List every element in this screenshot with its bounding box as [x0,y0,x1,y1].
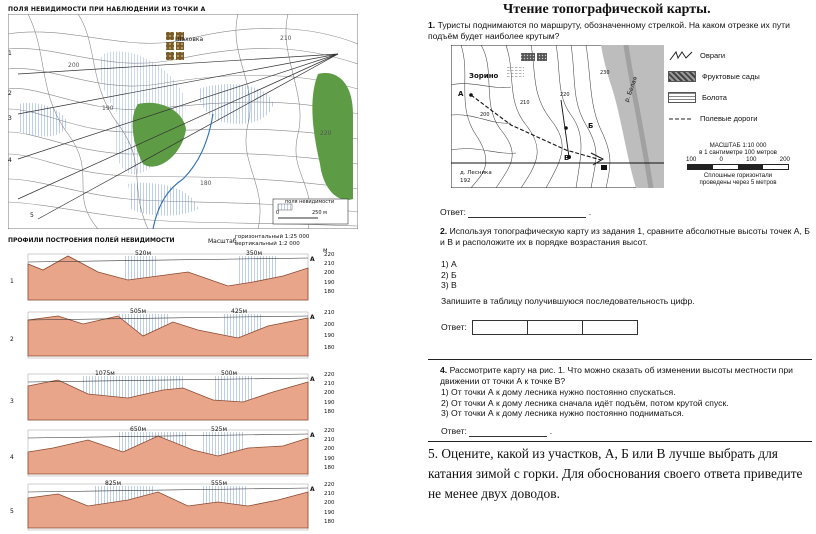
profile-tick-label: 200 [324,270,335,277]
visibility-topo-map [8,14,358,229]
terrain-profile [8,252,338,304]
route-map-scale: МАСШТАБ 1:10 000 в 1 сантиметре 100 метров 100 0 100 200 Сплошные горизонтали проведены через 5 метров [686,142,790,186]
profile-distance: 425м [231,308,247,315]
profile-tick-label: 190 [324,509,335,516]
profile-distance: 505м [130,308,146,315]
q2-options [441,259,457,291]
height-label: 192 [460,178,471,184]
q4-answer: Ответ: . [441,426,553,436]
profile-tick-label: 190 [324,455,335,462]
question-1-text: Туристы поднимаются по маршруту, обозначенному стрелкой. На каком отрезке их пути подъём будет наиболее крутым? [428,20,790,41]
profile-tick-label: 210 [324,437,335,444]
q2-instruction: Запишите в таблицу получившуюся последовательность цифр. [441,296,695,306]
divider [428,441,812,442]
question-5: 5. Оцените, какой из участков, А, Б или В лучше выбрать для катания зимой с горки. Для обоснования своего ответа приведите не менее двух доводов. [428,446,803,501]
profile-number: 1 [10,278,14,285]
contour-label: 190 [102,105,114,112]
profiles-axis-unit: м [323,247,328,254]
legend-item-roads: Полевые дороги [668,111,808,126]
profile-tick-label: 220 [324,428,335,434]
swamp-icon [668,92,696,103]
profile-number: 4 [10,454,14,461]
profile-number: 2 [10,336,14,343]
profile-distance: 1075м [95,370,115,377]
route-contour-label: 200 [480,112,490,118]
map-scale-end: 250 м [312,210,327,216]
profile-tick-label: 210 [324,261,335,268]
route-contour-label: 220 [560,92,570,98]
profile-distance: 555м [211,480,227,487]
q4-option: 1) От точки А к дому лесника нужно постоянно спускаться. [441,387,676,397]
profile-point-a: A [310,256,315,263]
profile-tick-label: 200 [324,390,335,397]
q2-answer-cell[interactable] [473,321,528,334]
row-number: 1 [8,50,12,57]
profile-number: 5 [10,508,14,515]
row-number: 5 [30,212,34,219]
page-title: Чтение топографической карты. [503,2,711,17]
question-1 [428,20,803,42]
profile-tick-label: 200 [324,321,335,328]
profile-tick-label: 190 [324,399,335,406]
route-contour-label: 230 [600,70,610,76]
q2-answer-label: Ответ: [441,322,467,332]
q4-answer-field[interactable] [469,436,547,437]
profile-point-a: A [310,432,315,439]
question-2: 2. Используя топографическую карту из задания 1, сравните абсолютные высоты точек А, Б и В и расположите их в порядке возрастания высот. [440,226,810,247]
legend-item-ravines: Овраги [668,48,808,63]
point-v-label: B [564,154,570,162]
terrain-profile [8,428,338,480]
q4-option: 2) От точки А к дому лесника сначала идёт подъём, потом крутой спуск. [441,397,729,408]
contour-label: 180 [200,180,212,187]
profile-distance: 500м [221,370,237,377]
route-village-label: Зорино [469,72,499,80]
q2-option: 1) А [441,259,457,269]
terrain-profile [8,310,338,362]
question-1-number: 1. [428,20,436,30]
q4-option: 3) От точки А к дому лесника нужно постоянно подниматься. [441,408,684,418]
q2-option: 2) Б [441,269,457,280]
profile-distance: 520м [135,250,151,257]
profile-tick-label: 180 [324,518,335,525]
profile-tick-label: 220 [324,252,335,258]
contour-label: 220 [320,130,332,137]
q2-answer-table [472,320,638,335]
q1-answer: Ответ: . [440,207,592,217]
row-number: 4 [8,157,12,164]
q2-option: 3) В [441,280,457,290]
point-a-label: A [458,90,464,98]
field-road-icon [668,114,694,124]
profiles-scale-vertical: вертикальный 1:2 000 [235,241,300,247]
route-map-legend [668,48,808,126]
forester-label: д. Лесника [460,170,492,176]
scale-bar [687,164,789,170]
profile-distance: 650м [130,426,146,433]
profile-number: 3 [10,398,14,405]
legend-item-swamps: Болота [668,90,808,105]
question-4: 4. Рассмотрите карту на рис. 1. Что можно сказать об изменении высоты местности при движении от точки А к точке В? [440,365,793,386]
q4-options [441,387,729,419]
row-number: 3 [8,115,12,122]
profile-tick-label: 180 [324,344,335,351]
contour-label: 210 [280,35,292,42]
profile-point-a: A [310,486,315,493]
terrain-profile [8,482,338,534]
left-map-title: ПОЛЯ НЕВИДИМОСТИ ПРИ НАБЛЮДЕНИИ ИЗ ТОЧКИ А [8,6,206,13]
profiles-scale-horizontal: горизонтальный 1:25 000 [235,234,310,240]
profiles-title: ПРОФИЛИ ПОСТРОЕНИЯ ПОЛЕЙ НЕВИДИМОСТИ [8,237,175,244]
q1-answer-field[interactable] [468,217,586,218]
ravine-icon [668,50,694,62]
contour-label: 200 [68,62,80,69]
profile-tick-label: 180 [324,408,335,415]
profile-tick-label: 210 [324,310,335,316]
terrain-profile [8,372,338,424]
profiles-scale-label: Масштаб [208,238,237,245]
q2-answer-cell[interactable] [583,321,637,334]
profile-distance: 825м [105,480,121,487]
legend-item-orchards: Фруктовые сады [668,69,808,84]
orchard-icon [668,71,696,82]
profile-tick-label: 180 [324,464,335,471]
profile-tick-label: 210 [324,381,335,388]
village-label: Шаховка [175,36,204,43]
profile-tick-label: 200 [324,446,335,453]
map-legend-label: поля невидимости [285,199,335,205]
profile-point-a: A [310,314,315,321]
route-river-label: р. Белая [623,75,640,104]
profile-tick-label: 200 [324,500,335,507]
profile-distance: 525м [211,426,227,433]
profile-tick-label: 220 [324,482,335,488]
profile-distance: 350м [246,250,262,257]
divider [428,359,812,360]
profile-tick-label: 220 [324,372,335,378]
profile-tick-label: 210 [324,491,335,498]
route-contour-label: 210 [520,100,530,106]
point-b-label: Б [588,122,594,130]
q2-answer-cell[interactable] [528,321,583,334]
profile-point-a: A [310,376,315,383]
map-scale-zero: 0 [276,210,280,216]
profile-tick-label: 180 [324,288,335,295]
profile-tick-label: 190 [324,333,335,339]
row-number: 2 [8,90,12,97]
profile-tick-label: 190 [324,279,335,286]
